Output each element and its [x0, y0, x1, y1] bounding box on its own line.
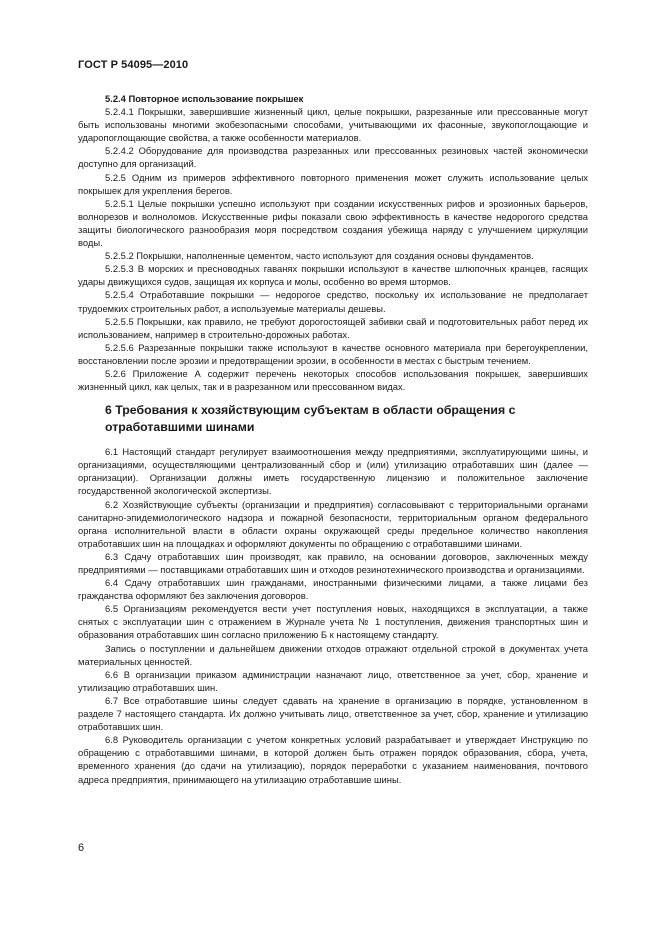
standard-header: ГОСТ Р 54095—2010: [78, 59, 189, 71]
paragraph-5-2-5-4: 5.2.5.4 Отработавшие покрышки — недорогое средство, поскольку их использование не предполагает трудоемких строительных работ, а используемые материалы дешевы.: [78, 289, 588, 314]
page-number: 6: [78, 842, 85, 854]
paragraph-6-6: 6.6 В организации приказом администрации назначают лицо, ответственное за учет, сбор, хранение и утилизацию отработавших шин.: [78, 668, 588, 693]
paragraph-5-2-5-3: 5.2.5.3 В морских и пресноводных гаванях покрышки используют в качестве шлюпочных кранцев, гасящих удары движущихся судов, защищая их корпуса и молы, особенно во время штормов.: [78, 263, 588, 288]
paragraph-6-5-note: Запись о поступлении и дальнейшем движении отходов отражают отдельной строкой в документах учета материальных ценностей.: [78, 642, 588, 667]
section-title: 6 Требования к хозяйствующим субъектам в области обращения с отработавшими шинами: [105, 403, 516, 435]
paragraph-5-2-5-1: 5.2.5.1 Целые покрышки успешно используют при создании искусственных рифов и эрозионных барьеров, волнорезов и волноломов. Искусственные рифы показали свою эффективность в качестве недорогого средства защиты биологического разнообразия моря посредством создания убежища наряду с улучшением циркуляции воды.: [78, 197, 588, 249]
paragraph-5-2-4-2: 5.2.4.2 Оборудование для производства разрезанных или прессованных резиновых частей экономически доступно для организаций.: [78, 145, 588, 170]
paragraph-5-2-5-5: 5.2.5.5 Покрышки, как правило, не требуют дорогостоящей забивки свай и подготовительных работ перед их использованием, например в строительно-дорожных работах.: [78, 315, 588, 340]
paragraph-5-2-5: 5.2.5 Одним из примеров эффективного повторного применения может служить использование целых покрышек для укрепления берегов.: [78, 171, 588, 196]
paragraph-6-4: 6.4 Сдачу отработавших шин гражданами, иностранными физическими лицами, а также лицами без гражданства оформляют без заключения договоров.: [78, 577, 588, 602]
paragraph-5-2-6: 5.2.6 Приложение А содержит перечень некоторых способов использования покрышек, завершивших жизненный цикл, как целых, так и в разрезанном или прессованном видах.: [78, 367, 588, 393]
paragraph-5-2-5-2: 5.2.5.2 Покрышки, наполненные цементом, часто используют для создания основы фундаментов.: [105, 250, 534, 262]
document-body: [78, 92, 588, 786]
paragraph-5-2-4-1: 5.2.4.1 Покрышки, завершившие жизненный цикл, целые покрышки, разрезанные или прессованные могут быть использованы многими экобезопасными способами, учитывающими их фасонные, звукопоглощающие и ударопоглощающие свойства, а также особенности материалов.: [78, 106, 588, 144]
paragraph-6-7: 6.7 Все отработавшие шины следует сдавать на хранение в организацию в порядке, установленном в разделе 7 настоящего стандарта. Их должно учитывать лицо, ответственное за учет, сбор, хранение и утилизацию отработавших шин.: [78, 694, 588, 733]
paragraph-6-3: 6.3 Сдачу отработавших шин производят, как правило, на основании договоров, заключенных между предприятиями — поставщиками отработавших шин и отходов резинотехнического производства и организациями.: [78, 550, 588, 575]
subsection-title: 5.2.4 Повторное использование покрышек: [105, 93, 304, 104]
paragraph-6-5: 6.5 Организациям рекомендуется вести учет поступления новых, находящихся в эксплуатации, а также снятых с эксплуатации шин с отражением в Журнале учета № 1 поступления, движения транспортных шин и образования отработавших шин согласно приложению Б к настоящему стандарту.: [78, 603, 588, 641]
paragraph-5-2-5-6: 5.2.5.6 Разрезанные покрышки также используют в качестве основного материала при берегоукреплении, восстановлении после эрозии и предотвращении эрозии, в особенности в местах с быстрым течением.: [78, 341, 588, 366]
paragraph-6-1: 6.1 Настоящий стандарт регулирует взаимоотношения между предприятиями, эксплуатирующими шины, и организациями, осуществляющими централизованный сбор и (или) утилизацию отработавших шин (далее — организации). Организации должны иметь государственную лицензию и положительное заключение государственной экологической экспертизы.: [78, 446, 588, 497]
paragraph-6-8: 6.8 Руководитель организации с учетом конкретных условий разрабатывает и утверждает Инструкцию по обращению с отработавшими шинами, в которой должен быть отражен порядок образования, сбора, учета, временного хранения (до сдачи на утилизацию), порядок переработки с указанием наименования, почтового адреса предприятия, принимающего на утилизацию отработавшие шины.: [78, 734, 588, 785]
paragraph-6-2: 6.2 Хозяйствующие субъекты (организации и предприятия) согласовывают с территориальными органами санитарно-эпидемиологического надзора и пожарной безопасности, территориальным органом федерального органа исполнительной власти в области охраны окружающей среды предельное количество накопления отработавших шин на площадках и оформляют документы по обращению с отработавшими шинами.: [78, 498, 588, 549]
